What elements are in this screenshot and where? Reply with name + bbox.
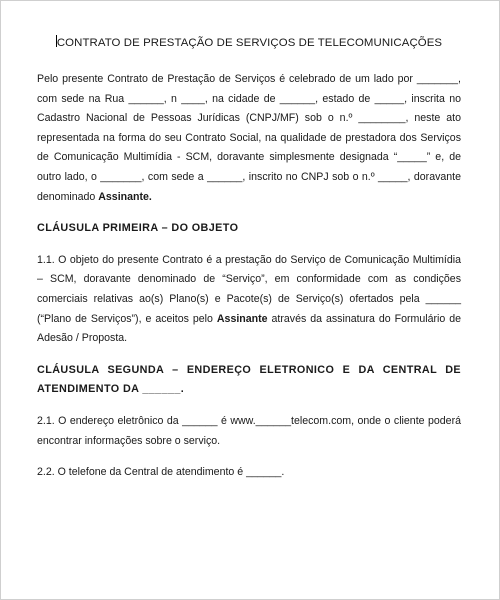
clause-2-1-paragraph: 2.1. O endereço eletrônico da ______ é www.______telecom.com, onde o cliente poderá encontrar informações sobre o serviço. xyxy=(37,414,461,447)
clause-1-heading: CLÁUSULA PRIMEIRA – DO OBJETO xyxy=(37,222,239,235)
clause-1-1-assinante-bold: Assinante xyxy=(216,312,268,325)
clause-1-1-text: 1.1. O objeto do presente Contrato é a prestação do Serviço de Comunicação Multimídia – SCM, doravante denominado de “Serviço”, em conformidade com as condições comerciais relativas ao(s) Plano(s) e Pacote(s) de Serviço(s) ofertados pela ______ (“Plano de Serviços”), e aceitos pelo xyxy=(37,253,461,325)
intro-assinante-bold: Assinante. xyxy=(98,190,152,203)
clause-1-1-paragraph xyxy=(37,251,461,349)
document-title xyxy=(37,35,461,51)
intro-paragraph xyxy=(37,70,461,207)
clause-2-2-paragraph: 2.2. O telefone da Central de atendimento é ______. xyxy=(37,466,285,479)
intro-text: Pelo presente Contrato de Prestação de Serviços é celebrado de um lado por _______, com sede na Rua ______, n ____, na cidade de ______, estado de _____, inscrita no Cadastro Nacional de Pessoas Jurídicas (CNPJ/MF) sob o n.º ________, neste ato representada na forma do seu Contrato Social, na qualidade de prestadora dos Serviços de Comunicação Multimídia - SCM, doravante simplesmente designada “_____” e, de outro lado, o _______, com sede a ______, inscrito no CNPJ sob o n.º _____, doravante denominado xyxy=(37,73,461,203)
document-body xyxy=(37,35,461,483)
clause-2-heading: CLÁUSULA SEGUNDA – ENDEREÇO ELETRONICO E DA CENTRAL DE ATENDIMENTO DA ______. xyxy=(37,363,461,396)
document-title-text: CONTRATO DE PRESTAÇÃO DE SERVIÇOS DE TELECOMUNICAÇÕES xyxy=(56,37,443,49)
clause-1-1-text-end: através da assinatura do Formulário de Adesão / Proposta. xyxy=(37,312,461,345)
